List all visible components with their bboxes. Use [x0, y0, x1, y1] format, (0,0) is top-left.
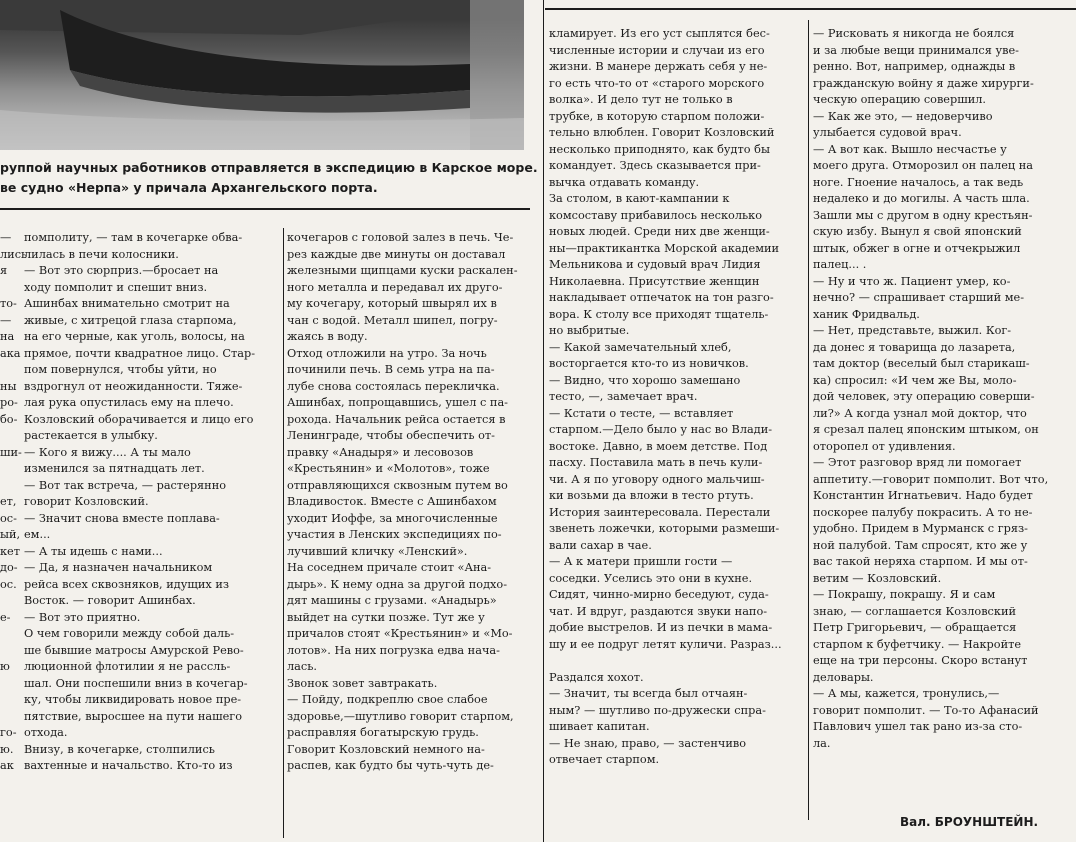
text-line: говорит Козловский.: [24, 495, 149, 508]
text-line: Петр Григорьевич, — обращается: [813, 621, 1017, 634]
text-line: ветим — Козловский.: [813, 571, 942, 585]
text-line: Говорит Козловский немного на-: [287, 742, 485, 756]
text-line: — Ну и что ж. Пациент умер, ко-: [813, 274, 1011, 288]
text-line: уходит Иоффе, за многочисленные: [287, 511, 498, 525]
text-line: распев, как будто бы чуть-чуть де-: [287, 759, 494, 772]
text-line: и за любые вещи принимался уве-: [813, 43, 1019, 57]
text-line: Восток. — говорит Ашинбах.: [24, 594, 196, 607]
text-line: ческую операцию совершил.: [813, 93, 987, 106]
text-line: ны—практикантка Морской академии: [549, 241, 780, 255]
text-line: ходу помполит и спешит вниз.: [24, 280, 208, 294]
text-line: — Значит снова вместе поплава-: [24, 511, 220, 525]
text-line: скую избу. Вынул я свой японский: [813, 225, 1022, 238]
text-line: ю.: [0, 742, 14, 756]
text-line: выйдет на сутки позже. Тут же у: [287, 610, 485, 624]
text-line: ноге. Гноение началось, а так ведь: [813, 175, 1024, 189]
text-line: живые, с хитрецой глаза старпома,: [24, 313, 237, 327]
column-divider: [808, 20, 809, 820]
text-line: ро-: [0, 396, 18, 409]
text-line: Мельникова и судовый врач Лидия: [549, 258, 761, 271]
text-line: деловары.: [813, 670, 874, 684]
text-line: отвечает старпом.: [549, 753, 660, 766]
text-line: [0, 692, 22, 709]
text-line: кочегаров с головой залез в печь. Че-: [287, 231, 514, 244]
text-line: вздрогнул от неожиданности. Тяже-: [24, 379, 243, 393]
text-line: шу и ее подруг летят куличи. Разраз...: [549, 637, 782, 651]
ship-illustration: [0, 0, 524, 150]
text-line: лась.: [287, 660, 317, 673]
text-line: [0, 280, 22, 297]
text-line: ос.: [0, 577, 17, 591]
text-line: несколько приподнято, как будто бы: [549, 142, 770, 156]
text-line: — Видно, что хорошо замешано: [549, 373, 741, 387]
text-line: на: [0, 330, 15, 343]
text-line: трубке, в которую старпом положи-: [549, 109, 765, 123]
text-line: люционной флотилии я не рассль-: [24, 660, 231, 673]
text-line: шивает капитан.: [549, 720, 650, 733]
text-line: ренно. Вот, например, однажды в: [813, 60, 1016, 73]
text-line: ным? — шутливо по-дружески спра-: [549, 703, 766, 717]
text-line: оторопел от удивления.: [813, 439, 956, 453]
text-line: — Вот это приятно.: [24, 610, 141, 624]
text-line: причалов стоят «Крестьянин» и «Мо-: [287, 627, 513, 640]
text-line: Ашинбах внимательно смотрит на: [24, 297, 230, 310]
text-line: «Крестьянин» и «Молотов», тоже: [287, 462, 490, 475]
text-line: —: [0, 313, 12, 327]
text-line: железными щипцами куски раскален-: [287, 264, 518, 277]
text-line: недалеко и до могилы. А часть шла.: [813, 192, 1030, 205]
text-line: чан с водой. Металл шипел, погру-: [287, 313, 498, 327]
caption-line-1: руппой научных работников отправляется в экспедицию в Карское море.: [0, 160, 538, 175]
text-line: пом повернулся, чтобы уйти, но: [24, 363, 217, 376]
text-line: — Покрашу, покрашу. Я и сам: [813, 588, 996, 601]
text-line: Внизу, в кочегарке, столпились: [24, 742, 215, 756]
text-line: [0, 626, 22, 643]
text-line: — Нет, представьте, выжил. Ког-: [813, 324, 1012, 337]
text-line: кет: [0, 544, 20, 558]
text-line: говорит помполит. — То-то Афанасий: [813, 703, 1039, 717]
text-line: — Значит, ты всегда был отчаян-: [549, 687, 748, 700]
text-line: лубе снова состоялась перекличка.: [287, 379, 500, 393]
article-column-1: [24, 230, 281, 775]
text-line: ака: [0, 346, 21, 360]
text-line: го-: [0, 726, 17, 739]
text-line: жаясь в воду.: [287, 330, 368, 343]
text-line: ка) спросил: «И чем же Вы, моло-: [813, 373, 1017, 387]
text-line: Николаевна. Присутствие женщин: [549, 274, 760, 288]
text-line: — Пойду, подкреплю свое слабое: [287, 693, 488, 706]
photo-caption: [0, 158, 538, 198]
text-line: гражданскую войну я даже хирурги-: [813, 76, 1034, 90]
text-line: новых людей. Среди них две женщи-: [549, 225, 770, 238]
text-line: Козловский оборачивается и лицо его: [24, 412, 254, 426]
text-line: здоровье,—шутливо говорит старпом,: [287, 709, 514, 723]
text-line: улыбается судовой врач.: [813, 126, 962, 139]
caption-line-2: ве судно «Нерпа» у причала Архангельского порта.: [0, 180, 378, 195]
text-line: — А к матери пришли гости —: [549, 555, 733, 568]
article-column-2: [287, 230, 539, 775]
text-line: ем...: [24, 528, 51, 541]
text-line: дой человек, эту операцию соверши-: [813, 390, 1035, 403]
text-line: чат. И вдруг, раздаются звуки напо-: [549, 604, 768, 618]
top-rule: [545, 8, 1076, 10]
text-line: на его черные, как уголь, волосы, на: [24, 330, 245, 343]
text-line: я срезал палец японским штыком, он: [813, 423, 1039, 436]
text-line: е-: [0, 610, 11, 624]
text-line: волка». И дело тут не только в: [549, 93, 733, 106]
text-line: — А ты идешь с нами...: [24, 544, 163, 558]
text-line: тесто, —, замечает врач.: [549, 390, 698, 403]
text-line: [0, 643, 22, 660]
text-line: — Как же это, — недоверчиво: [813, 109, 993, 123]
text-line: — Вот это сюрприз.—бросает на: [24, 264, 219, 277]
text-line: [0, 709, 22, 726]
text-line: палец... .: [813, 258, 867, 271]
text-line: я: [0, 264, 8, 277]
text-line: до-: [0, 561, 18, 574]
text-line: — А мы, кажется, тронулись,—: [813, 687, 1000, 700]
text-line: — Кстати о тесте, — вставляет: [549, 406, 734, 420]
text-line: моего друга. Отморозил он палец на: [813, 159, 1034, 172]
text-line: О чем говорили между собой даль-: [24, 627, 235, 640]
text-line: старпом к буфетчику. — Накройте: [813, 637, 1022, 651]
text-line: соседки. Уселись это они в кухне.: [549, 571, 753, 585]
text-line: востоке. Давно, в моем детстве. Под: [549, 439, 768, 453]
text-line: [0, 461, 22, 478]
text-line: рейса всех сквозняков, идущих из: [24, 577, 230, 591]
text-line: то-: [0, 297, 17, 310]
text-line: ку, чтобы ликвидировать новое пре-: [24, 693, 242, 706]
text-line: Ашинбах, попрощавшись, ушел с па-: [287, 396, 508, 409]
text-line: — Какой замечательный хлеб,: [549, 340, 732, 354]
text-line: расправляя богатырскую грудь.: [287, 726, 479, 739]
text-line: Звонок зовет завтракать.: [287, 676, 438, 690]
text-line: ла.: [813, 736, 831, 750]
text-line: старпом.—Дело было у нас во Влади-: [549, 423, 773, 436]
text-line: лилась в печи колосники.: [24, 247, 179, 261]
text-line: [549, 653, 805, 670]
text-line: вас такой неряха старпом. И мы от-: [813, 555, 1028, 568]
text-line: лучивший кличку «Ленский».: [287, 544, 468, 558]
text-line: ак: [0, 759, 14, 772]
text-line: го есть что-то от «старого морского: [549, 76, 765, 90]
text-line: Раздался хохот.: [549, 670, 644, 684]
text-line: ного металла и передавал их друго-: [287, 280, 503, 294]
text-line: ос-: [0, 511, 17, 525]
text-line: ки возьми да вложи в тесто ртуть.: [549, 489, 754, 502]
text-line: жизни. В манере держать себя у не-: [549, 60, 768, 73]
text-line: пятствие, выросшее на пути нашего: [24, 709, 242, 723]
text-line: —: [0, 231, 12, 244]
author-signature: Вал. БРОУНШТЕЙН.: [900, 815, 1039, 829]
column-divider: [543, 0, 544, 842]
text-line: восторгается кто-то из новичков.: [549, 357, 749, 370]
text-line: Зашли мы с другом в одну крестьян-: [813, 208, 1033, 222]
text-line: Ленинграде, чтобы обеспечить от-: [287, 429, 495, 442]
text-line: — А вот как. Вышло несчастье у: [813, 142, 1007, 156]
text-line: удобно. Придем в Мурманск с гряз-: [813, 522, 1028, 535]
text-line: численные истории и случаи из его: [549, 43, 765, 57]
text-line: — Вот так встреча, — растерянно: [24, 478, 227, 492]
text-line: тельно влюблен. Говорит Козловский: [549, 126, 775, 139]
text-line: Отход отложили на утро. За ночь: [287, 346, 487, 360]
text-line: звенеть ложечки, которыми размеши-: [549, 522, 780, 535]
text-line: отправляющихся сквозным путем во: [287, 478, 508, 492]
text-line: чи. А я по уговору одного мальчиш-: [549, 472, 765, 486]
text-line: ый,: [0, 528, 21, 541]
article-column-4: [813, 26, 1073, 752]
text-line: но выбритые.: [549, 324, 630, 337]
text-line: лотов». На них погрузка едва нача-: [287, 643, 500, 657]
text-line: ны: [0, 379, 17, 393]
text-line: бо-: [0, 412, 18, 426]
text-line: вора. К столу все приходят тщатель-: [549, 307, 769, 321]
text-line: накладывает отпечаток на тон разго-: [549, 291, 774, 304]
text-line: — Не знаю, право, — застенчиво: [549, 736, 747, 750]
text-line: ет,: [0, 495, 17, 508]
text-line: ханик Фридвальд.: [813, 307, 920, 321]
caption-divider: [0, 208, 530, 210]
text-line: лись: [0, 247, 28, 261]
text-line: За столом, в кают-кампании к: [549, 192, 730, 205]
text-line: добие выстрелов. И из печки в мама-: [549, 621, 773, 634]
text-line: аппетиту.—говорит помполит. Вот что,: [813, 472, 1049, 486]
text-line: му кочегару, который швырял их в: [287, 297, 497, 310]
text-line: На соседнем причале стоит «Ана-: [287, 561, 492, 574]
text-line: штык, обжег в огне и отчекрыжил: [813, 241, 1021, 255]
text-line: Владивосток. Вместе с Ашинбахом: [287, 495, 497, 508]
text-line: лая рука опустилась ему на плечо.: [24, 396, 234, 409]
text-line: шал. Они поспешили вниз в кочегар-: [24, 676, 248, 690]
text-line: пасху. Поставила мать в печь кули-: [549, 456, 763, 469]
article-column-0: [0, 230, 28, 775]
text-line: ю: [0, 660, 10, 673]
text-line: — Рисковать я никогда не боялся: [813, 27, 1015, 40]
text-line: [0, 478, 22, 495]
text-line: [0, 676, 22, 693]
text-line: вали сахар в чае.: [549, 538, 652, 552]
text-line: рез каждые две минуты он доставал: [287, 247, 506, 261]
text-line: знаю, — соглашается Козловский: [813, 604, 1016, 618]
article-column-3: [549, 26, 805, 769]
text-line: комсоставу прибавилось несколько: [549, 208, 763, 222]
text-line: починили печь. В семь утра на па-: [287, 363, 495, 376]
ship-photo: [0, 0, 524, 150]
text-line: ше бывшие матросы Амурской Рево-: [24, 643, 244, 657]
text-line: правку «Анадыря» и лесовозов: [287, 445, 474, 459]
text-line: дырь». К нему одна за другой подхо-: [287, 577, 508, 591]
text-line: отхода.: [24, 726, 68, 739]
text-line: — Этот разговор вряд ли помогает: [813, 456, 1022, 469]
text-line: — Да, я назначен начальником: [24, 561, 213, 574]
text-line: нечно? — спрашивает старший ме-: [813, 291, 1025, 304]
text-line: ной палубой. Там спросят, кто же у: [813, 538, 1028, 552]
text-line: прямое, почти квадратное лицо. Стар-: [24, 346, 256, 360]
text-line: изменился за пятнадцать лет.: [24, 462, 205, 475]
text-line: кламирует. Из его уст сыплятся бес-: [549, 27, 770, 40]
text-line: вахтенные и начальство. Кто-то из: [24, 759, 233, 772]
text-line: дят машины с грузами. «Анадырь»: [287, 594, 497, 607]
text-line: там доктор (веселый был старикаш-: [813, 357, 1030, 370]
text-line: [0, 428, 22, 445]
text-line: помполиту, — там в кочегарке обва-: [24, 231, 243, 244]
text-line: вычка отдавать команду.: [549, 175, 700, 189]
text-line: Константин Игнатьевич. Надо будет: [813, 489, 1033, 502]
text-line: [0, 362, 22, 379]
text-line: растекается в улыбку.: [24, 429, 158, 442]
column-divider: [283, 228, 284, 838]
text-line: Павлович ушел так рано из-за сто-: [813, 720, 1023, 733]
text-line: [0, 593, 22, 610]
text-line: ли?» А когда узнал мой доктор, что: [813, 406, 1027, 420]
text-line: История заинтересовала. Перестали: [549, 505, 771, 519]
text-line: поскорее палубу покрасить. А то не-: [813, 505, 1033, 519]
text-line: командует. Здесь сказывается при-: [549, 159, 761, 172]
text-line: участия в Ленских экспедициях по-: [287, 528, 502, 541]
text-line: еще на три персоны. Скоро встанут: [813, 654, 1028, 667]
text-line: — Кого я вижу.... А ты мало: [24, 445, 191, 459]
text-line: Сидят, чинно-мирно беседуют, суда-: [549, 588, 769, 601]
text-line: рохода. Начальник рейса остается в: [287, 412, 506, 426]
text-line: ши-: [0, 445, 22, 459]
text-line: да донес я товарища до лазарета,: [813, 340, 1016, 354]
